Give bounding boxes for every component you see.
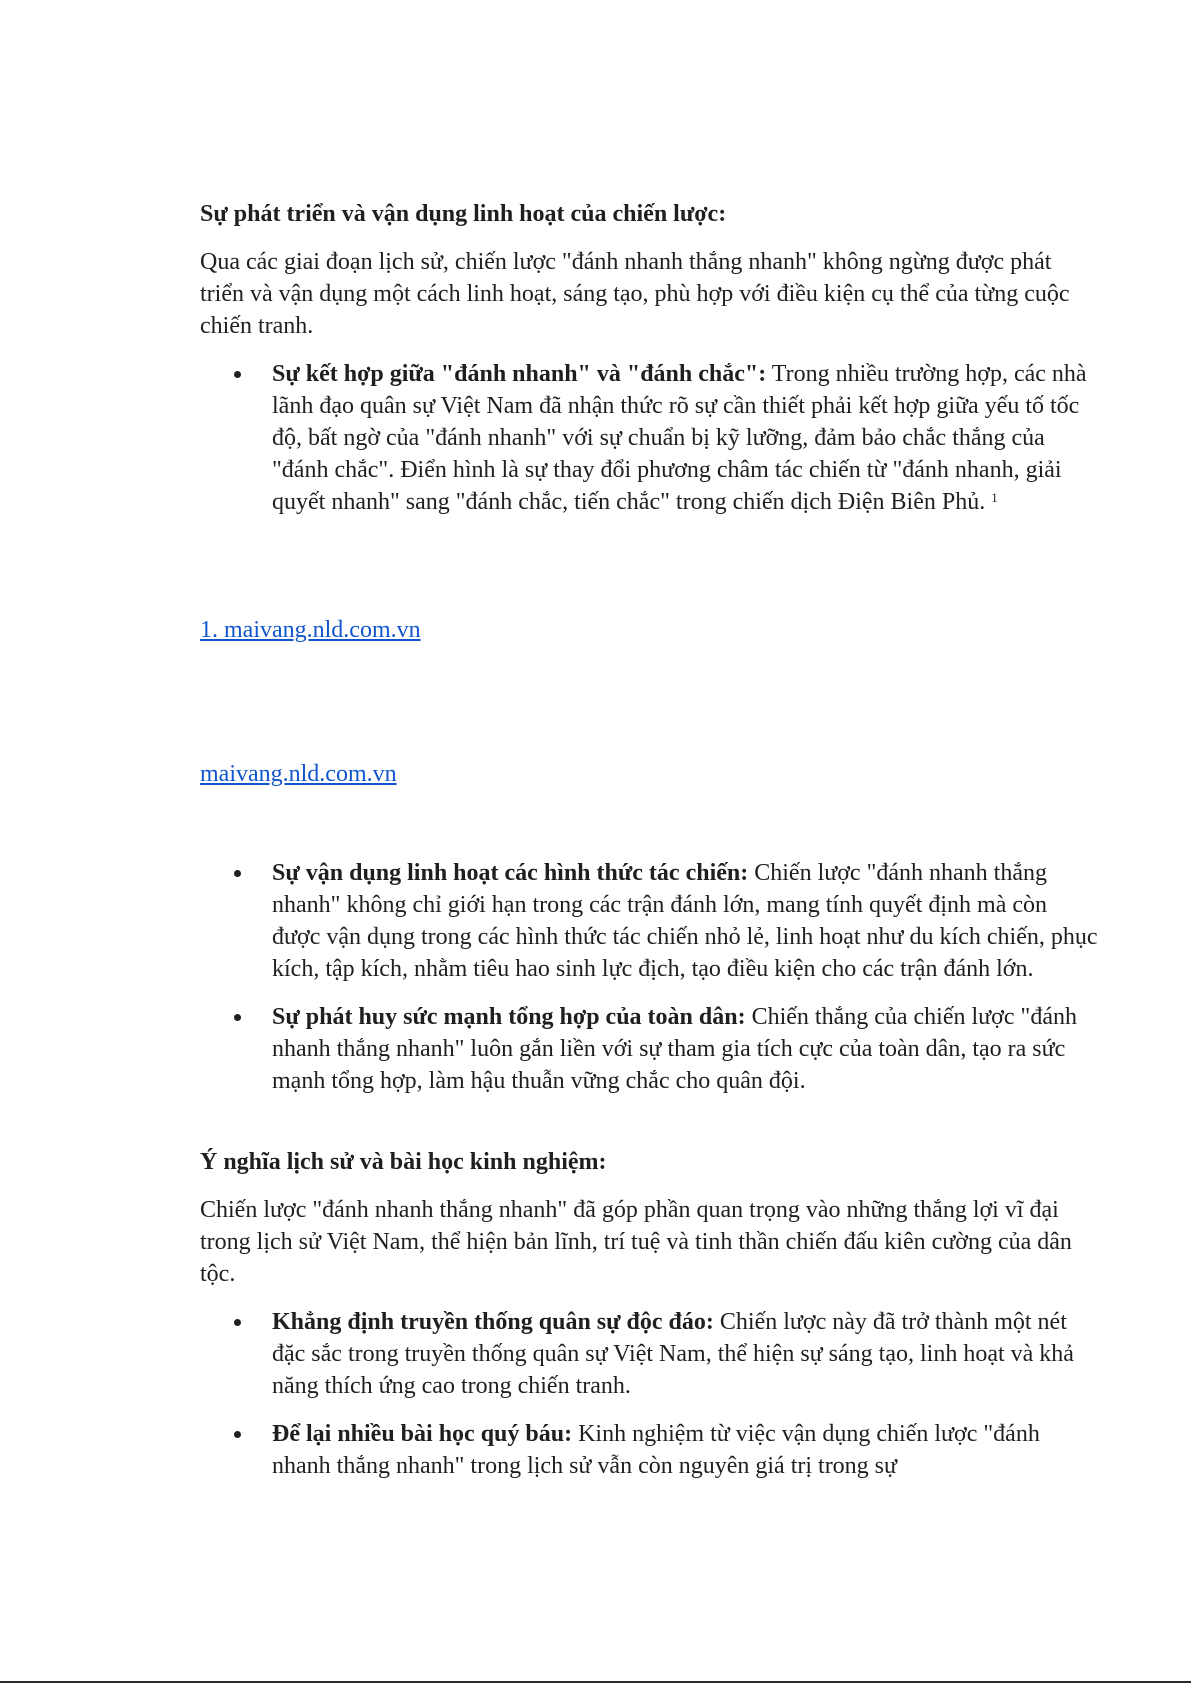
paragraph-intro-strategy: Qua các giai đoạn lịch sử, chiến lược "đánh nhanh thắng nhanh" không ngừng được phát triển và vận dụng một cách linh hoạt, sáng tạo, phù hợp với điều kiện cụ thể của từng cuộc chiến tranh.: [200, 249, 1070, 339]
list-item: [200, 1001, 1100, 1097]
bullet-lead: Sự kết hợp giữa "đánh nhanh" và "đánh chắc":: [272, 361, 767, 387]
bullet-list-strategy-2: [200, 857, 1100, 1113]
footnote-source-link[interactable]: 1. maivang.nld.com.vn: [200, 617, 421, 643]
section-heading-historical-significance: Ý nghĩa lịch sử và bài học kinh nghiệm:: [200, 1149, 607, 1175]
bullet-list-significance: [200, 1306, 1100, 1498]
paragraph-intro-significance: Chiến lược "đánh nhanh thắng nhanh" đã góp phần quan trọng vào những thắng lợi vĩ đại trong lịch sử Việt Nam, thể hiện bản lĩnh, trí tuệ và tinh thần chiến đấu kiên cường của dân tộc.: [200, 1197, 1072, 1287]
bullet-text: Chiến thắng của chiến lược "đánh nhanh thắng nhanh" luôn gắn liền với sự tham gia tích cực của toàn dân, tạo ra sức mạnh tổng hợp, làm hậu thuẫn vững chắc cho quân đội.: [272, 1004, 1077, 1094]
footnote-marker: 1: [991, 490, 998, 505]
bullet-text: Chiến lược "đánh nhanh thắng nhanh" không chỉ giới hạn trong các trận đánh lớn, mang tính quyết định mà còn được vận dụng trong các hình thức tác chiến nhỏ lẻ, linh hoạt như du kích chiến, phục kích, tập kích, nhằm tiêu hao sinh lực địch, tạo điều kiện cho các trận đánh lớn.: [272, 860, 1098, 982]
bullet-text: Chiến lược này đã trở thành một nét đặc sắc trong truyền thống quân sự Việt Nam, thể hiện sự sáng tạo, linh hoạt và khả năng thích ứng cao trong chiến tranh.: [272, 1309, 1074, 1399]
section-heading-strategy-development: Sự phát triển và vận dụng linh hoạt của chiến lược:: [200, 201, 727, 227]
bullet-icon: [234, 1319, 241, 1326]
bullet-icon: [234, 1431, 241, 1438]
bullet-text: Trong nhiều trường hợp, các nhà lãnh đạo quân sự Việt Nam đã nhận thức rõ sự cần thiết phải kết hợp giữa yếu tố tốc độ, bất ngờ của "đánh nhanh" với sự chuẩn bị kỹ lưỡng, đảm bảo chắc thắng của "đánh chắc". Điển hình là sự thay đổi phương châm tác chiến từ "đánh nhanh, giải quyết nhanh" sang "đánh chắc, tiến chắc" trong chiến dịch Điện Biên Phủ.: [272, 361, 1087, 515]
list-item: [200, 1418, 1100, 1482]
bullet-lead: Sự vận dụng linh hoạt các hình thức tác chiến:: [272, 860, 749, 886]
list-item: [200, 1306, 1100, 1402]
source-link[interactable]: maivang.nld.com.vn: [200, 761, 397, 787]
bullet-lead: Để lại nhiều bài học quý báu:: [272, 1421, 573, 1447]
list-item: [200, 358, 1100, 518]
bullet-lead: Sự phát huy sức mạnh tổng hợp của toàn dân:: [272, 1004, 746, 1030]
list-item: [200, 857, 1100, 985]
bullet-list-strategy-1: [200, 358, 1100, 534]
bullet-icon: [234, 371, 241, 378]
bullet-text: Kinh nghiệm từ việc vận dụng chiến lược "đánh nhanh thắng nhanh" trong lịch sử vẫn còn nguyên giá trị trong sự: [272, 1421, 1040, 1479]
page-bottom-divider: [0, 1681, 1191, 1683]
bullet-icon: [234, 870, 241, 877]
bullet-lead: Khẳng định truyền thống quân sự độc đáo:: [272, 1309, 714, 1335]
bullet-icon: [234, 1014, 241, 1021]
